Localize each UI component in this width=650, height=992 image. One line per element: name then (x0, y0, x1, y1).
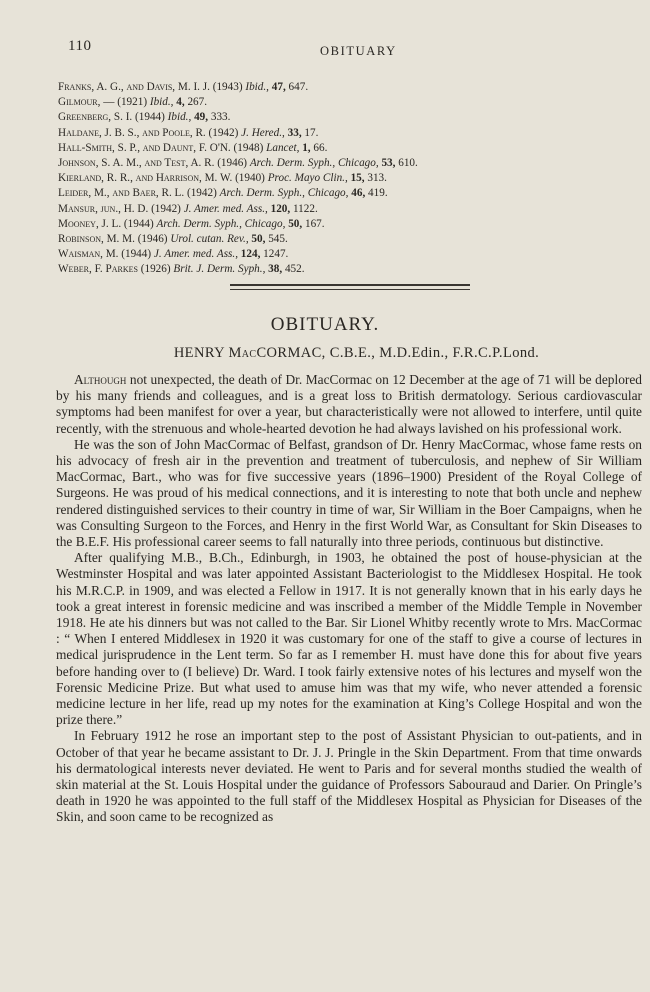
reference-page: 1122. (292, 202, 318, 215)
reference-item (58, 141, 618, 156)
reference-volume: 1, (302, 141, 311, 154)
reference-page: 610. (398, 157, 418, 170)
obituary-body (56, 372, 642, 826)
reference-page: 167. (304, 217, 325, 230)
reference-item (58, 80, 618, 95)
reference-volume: 33, (287, 126, 302, 139)
reference-item (58, 110, 618, 125)
reference-journal: Arch. Derm. Syph., Chicago, (219, 187, 349, 200)
reference-volume: 49, (194, 111, 209, 124)
reference-author: Mansur, jun., H. D. (58, 202, 149, 215)
reference-year: (1946) (137, 233, 168, 246)
reference-author: Franks, A. G., and Davis, M. I. J. (58, 81, 210, 93)
reference-year: (1942) (186, 187, 217, 200)
lead-word: Although (74, 372, 127, 387)
subject-name: HENRY (173, 345, 225, 361)
reference-volume: 50, (288, 217, 303, 230)
reference-year: (1921) (117, 96, 148, 109)
reference-year: (1942) (151, 202, 181, 215)
reference-author: Gilmour, — (58, 96, 115, 109)
reference-item (58, 95, 618, 110)
reference-year: (1948) (233, 141, 264, 154)
reference-journal: Arch. Derm. Syph., Chicago, (249, 157, 379, 170)
reference-page: 267. (187, 96, 208, 109)
reference-page: 1247. (263, 248, 289, 261)
reference-item (58, 262, 618, 277)
subject-surname: MacCORMAC, (228, 345, 326, 361)
reference-volume: 120, (270, 202, 291, 215)
reference-page: 419. (368, 187, 388, 200)
reference-year: (1946) (217, 157, 248, 170)
reference-page: 333. (210, 111, 231, 124)
reference-volume: 38, (268, 263, 283, 276)
reference-volume: 53, (381, 157, 396, 170)
reference-page: 545. (268, 233, 288, 246)
paragraph-text: not unexpected, the death of Dr. MacCormac on 12 December at the age of 71 will be deplored by his many friends and colleagues, and is a great loss to British dermatology. Serious cardiovascular symptoms had been manifest for over a year, but characteristically were not allowed to interfere, until quite recently, with the strenuous and whole-hearted devotion he had always lavished on his professional work. (56, 372, 642, 436)
paragraph: In February 1912 he rose an important step to the post of Assistant Physician to out-patients, and in October of that year he became assistant to Dr. J. J. Pringle in the Skin Department. From that time onwards his dermatological interests never deviated. He went to Paris and for several months studied the wealth of skin material at the St. Louis Hospital under the guidance of Professors Sabouraud and Darier. On Pringle’s death in 1920 he was appointed to the full staff of the Middlesex Hospital as Physician for Diseases of the Skin, and soon came to be recognized as (56, 728, 642, 825)
reference-volume: 4, (176, 96, 185, 109)
reference-journal: Urol. cutan. Rev., (170, 233, 249, 246)
paragraph: He was the son of John MacCormac of Belfast, grandson of Dr. Henry MacCormac, whose fame rests on his advocacy of fresh air in the prevention and treatment of tuberculosis, and nephew of Sir William MacCormac, Bart., who was for five successive years (1896–1900) President of the Royal College of Surgeons. He was proud of his medical connections, and it is interesting to note that both uncle and nephew rendered distinguished services to their country in time of war, Sir William in the Boer Campaigns, when he was Consulting Surgeon to the Forces, and Henry in the first World War, as Consultant for Skin Diseases to the B.E.F. His professional career seems to fall naturally into three periods, continuous but distinctive. (56, 436, 642, 550)
reference-journal: Ibid., (245, 81, 269, 93)
reference-item (58, 156, 618, 171)
reference-year: (1926) (140, 263, 171, 276)
reference-page: 452. (284, 263, 305, 276)
reference-item (58, 232, 618, 247)
reference-journal: Ibid., (167, 111, 192, 124)
reference-journal: Ibid., (149, 96, 174, 109)
reference-year: (1942) (208, 126, 239, 139)
reference-author: Greenberg, S. I. (58, 111, 133, 124)
reference-page: 66. (313, 141, 328, 154)
reference-year: (1944) (121, 248, 152, 261)
reference-item (58, 247, 618, 262)
paragraph (56, 372, 642, 437)
reference-year: (1944) (135, 111, 165, 124)
reference-list (58, 80, 618, 278)
reference-volume: 15, (350, 172, 365, 185)
reference-author: Kierland, R. R., and Harrison, M. W. (58, 172, 233, 185)
paragraph: After qualifying M.B., B.Ch., Edinburgh, in 1903, he obtained the post of house-physician at the Westminster Hospital and was later appointed Assistant Bacteriologist to the Middlesex Hospital. He took his M.R.C.P. in 1909, and was elected a Fellow in 1917. It is not generally known that in his early days he took a great interest in forensic medicine and was inscribed a member of the Middle Temple in November 1918. He ate his dinners but was not called to the Bar. Sir Lionel Whitby recently wrote to Mrs. MacCormac : “ When I entered Middlesex in 1920 it was customary for one of the staff to give a course of lectures in medical jurisprudence in the Lent term. So far as I remember H. must have done this for about five years before handing over to (I believe) Dr. Ward. I took fairly extensive notes of his lectures and myself won the Forensic Medicine Prize. But what used to amuse him was that my wife, who never attended a forensic medicine lecture in her life, read up my notes for the examination at King’s College Hospital and won the prize there.” (56, 550, 642, 728)
reference-volume: 50, (251, 233, 266, 246)
running-head: OBITUARY (320, 44, 397, 58)
reference-author: Leider, M., and Baer, R. L. (58, 187, 185, 200)
reference-page: 17. (304, 126, 319, 139)
reference-author: Haldane, J. B. S., and Poole, R. (58, 126, 206, 139)
obituary-heading: OBITUARY. (270, 314, 380, 335)
reference-journal: J. Hered., (241, 126, 285, 139)
reference-year: (1943) (212, 81, 243, 93)
reference-author: Waisman, M. (58, 248, 119, 261)
subject-degrees: C.B.E., M.D.Edin., F.R.C.P.Lond. (329, 345, 540, 361)
reference-volume: 47, (271, 81, 286, 93)
reference-page: 313. (367, 172, 387, 185)
section-rule (230, 289, 470, 290)
reference-item (58, 126, 618, 141)
reference-author: Johnson, S. A. M., and Test, A. R. (58, 157, 215, 170)
reference-author: Mooney, J. L. (58, 217, 122, 230)
reference-author: Hall-Smith, S. P., and Daunt, F. O'N. (58, 141, 231, 154)
reference-page: 647. (288, 81, 309, 93)
reference-year: (1940) (235, 172, 265, 185)
reference-item (58, 186, 618, 201)
obituary-subject (0, 345, 650, 362)
reference-item (58, 217, 618, 232)
reference-journal: Proc. Mayo Clin., (267, 172, 348, 185)
section-rule (230, 284, 470, 286)
reference-author: Robinson, M. M. (58, 233, 135, 246)
reference-volume: 124, (240, 248, 261, 261)
reference-item (58, 171, 618, 186)
reference-year: (1944) (123, 217, 154, 230)
reference-item (58, 202, 618, 217)
reference-volume: 46, (351, 187, 366, 200)
reference-journal: Arch. Derm. Syph., Chicago, (156, 217, 286, 230)
reference-journal: Lancet, (266, 141, 300, 154)
reference-journal: Brit. J. Derm. Syph., (173, 263, 266, 276)
reference-author: Weber, F. Parkes (58, 263, 138, 276)
reference-journal: J. Amer. med. Ass., (183, 202, 268, 215)
page-number: 110 (68, 38, 92, 54)
reference-journal: J. Amer. med. Ass., (153, 248, 238, 261)
